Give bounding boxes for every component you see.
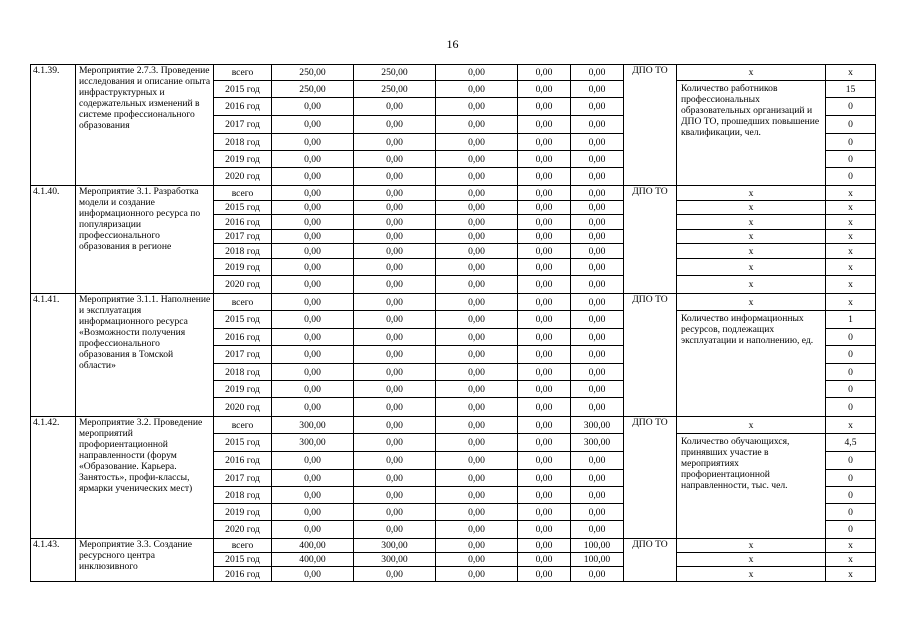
amount-local: 0,00 (518, 381, 571, 398)
target-value: 0 (826, 452, 876, 470)
period-cell: 2015 год (214, 553, 272, 567)
amount-regional: 0,00 (436, 98, 518, 116)
target-value: x (826, 567, 876, 582)
amount-federal: 0,00 (354, 294, 436, 311)
executor-cell: ДПО ТО (624, 186, 677, 294)
amount-regional: 0,00 (436, 186, 518, 201)
amount-federal: 0,00 (354, 329, 436, 346)
amount-extra: 0,00 (571, 329, 624, 346)
indicator-description: Количество информационных ресурсов, подлежащих эксплуатации и наполнению, ед. (677, 311, 826, 417)
amount-federal: 0,00 (354, 364, 436, 381)
target-value: x (826, 553, 876, 567)
amount-extra: 0,00 (571, 311, 624, 329)
table-row (31, 294, 876, 311)
amount-regional: 0,00 (436, 567, 518, 582)
period-cell: 2020 год (214, 276, 272, 294)
amount-extra: 0,00 (571, 398, 624, 417)
amount-extra: 0,00 (571, 65, 624, 81)
amount-regional: 0,00 (436, 417, 518, 434)
amount-local: 0,00 (518, 398, 571, 417)
period-cell: 2018 год (214, 134, 272, 151)
table-row (31, 417, 876, 434)
amount-regional: 0,00 (436, 215, 518, 230)
indicator-cell: x (677, 417, 826, 434)
amount-federal: 0,00 (354, 567, 436, 582)
target-value: x (826, 201, 876, 215)
amount-total: 0,00 (272, 398, 354, 417)
amount-local: 0,00 (518, 553, 571, 567)
amount-total: 0,00 (272, 346, 354, 364)
amount-total: 400,00 (272, 553, 354, 567)
amount-regional: 0,00 (436, 230, 518, 244)
amount-local: 0,00 (518, 567, 571, 582)
table-row (31, 186, 876, 201)
amount-local: 0,00 (518, 244, 571, 259)
executor-cell: ДПО ТО (624, 417, 677, 539)
table-row (31, 65, 876, 81)
amount-total: 0,00 (272, 364, 354, 381)
period-cell: всего (214, 186, 272, 201)
amount-regional: 0,00 (436, 276, 518, 294)
period-cell: всего (214, 294, 272, 311)
amount-total: 250,00 (272, 65, 354, 81)
target-value: 0 (826, 151, 876, 168)
indicator-description: Количество работников профессиональных образовательных организаций и ДПО ТО, прошедших повышение квалификации, чел. (677, 81, 826, 186)
target-value: x (826, 65, 876, 81)
amount-total: 300,00 (272, 434, 354, 452)
executor-cell: ДПО ТО (624, 65, 677, 186)
amount-extra: 0,00 (571, 346, 624, 364)
period-cell: 2015 год (214, 434, 272, 452)
amount-extra: 0,00 (571, 215, 624, 230)
indicator-cell: x (677, 201, 826, 215)
amount-local: 0,00 (518, 487, 571, 504)
amount-local: 0,00 (518, 470, 571, 487)
amount-federal: 0,00 (354, 398, 436, 417)
indicator-cell: x (677, 553, 826, 567)
amount-local: 0,00 (518, 434, 571, 452)
activity-name: Мероприятие 3.3. Создание ресурсного центра инклюзивного (76, 539, 214, 582)
target-value: x (826, 215, 876, 230)
period-cell: 2020 год (214, 168, 272, 186)
target-value: x (826, 186, 876, 201)
amount-total: 0,00 (272, 244, 354, 259)
amount-total: 0,00 (272, 487, 354, 504)
amount-local: 0,00 (518, 364, 571, 381)
amount-federal: 0,00 (354, 186, 436, 201)
amount-local: 0,00 (518, 201, 571, 215)
amount-local: 0,00 (518, 81, 571, 98)
amount-federal: 0,00 (354, 98, 436, 116)
amount-local: 0,00 (518, 259, 571, 276)
amount-local: 0,00 (518, 168, 571, 186)
target-value: x (826, 230, 876, 244)
amount-federal: 0,00 (354, 244, 436, 259)
amount-federal: 0,00 (354, 346, 436, 364)
amount-regional: 0,00 (436, 521, 518, 539)
amount-regional: 0,00 (436, 259, 518, 276)
period-cell: 2016 год (214, 452, 272, 470)
indicator-cell: x (677, 539, 826, 553)
period-cell: 2020 год (214, 398, 272, 417)
indicator-cell: x (677, 276, 826, 294)
target-value: 0 (826, 329, 876, 346)
amount-federal: 0,00 (354, 417, 436, 434)
table-row (31, 539, 876, 553)
amount-total: 0,00 (272, 311, 354, 329)
amount-local: 0,00 (518, 329, 571, 346)
target-value: x (826, 259, 876, 276)
activity-name: Мероприятие 3.1. Разработка модели и создание информационного ресурса по популяризации профессионального образования в регионе (76, 186, 214, 294)
period-cell: всего (214, 539, 272, 553)
amount-regional: 0,00 (436, 504, 518, 521)
amount-extra: 0,00 (571, 487, 624, 504)
amount-total: 0,00 (272, 168, 354, 186)
target-value: 0 (826, 168, 876, 186)
amount-total: 0,00 (272, 98, 354, 116)
amount-local: 0,00 (518, 151, 571, 168)
amount-extra: 0,00 (571, 230, 624, 244)
amount-total: 0,00 (272, 230, 354, 244)
amount-federal: 0,00 (354, 521, 436, 539)
amount-extra: 0,00 (571, 201, 624, 215)
amount-extra: 0,00 (571, 294, 624, 311)
amount-total: 400,00 (272, 539, 354, 553)
amount-total: 0,00 (272, 151, 354, 168)
target-value: 0 (826, 470, 876, 487)
target-value: x (826, 244, 876, 259)
amount-total: 0,00 (272, 259, 354, 276)
amount-extra: 0,00 (571, 452, 624, 470)
amount-federal: 0,00 (354, 151, 436, 168)
amount-regional: 0,00 (436, 470, 518, 487)
amount-local: 0,00 (518, 521, 571, 539)
activity-code: 4.1.43. (31, 539, 76, 582)
amount-total: 0,00 (272, 116, 354, 134)
amount-regional: 0,00 (436, 487, 518, 504)
period-cell: 2016 год (214, 567, 272, 582)
amount-local: 0,00 (518, 186, 571, 201)
amount-federal: 0,00 (354, 311, 436, 329)
amount-extra: 0,00 (571, 521, 624, 539)
amount-local: 0,00 (518, 346, 571, 364)
target-value: 0 (826, 487, 876, 504)
amount-extra: 0,00 (571, 134, 624, 151)
amount-federal: 300,00 (354, 539, 436, 553)
amount-federal: 0,00 (354, 504, 436, 521)
amount-local: 0,00 (518, 504, 571, 521)
period-cell: 2020 год (214, 521, 272, 539)
period-cell: 2017 год (214, 230, 272, 244)
indicator-cell: x (677, 567, 826, 582)
amount-federal: 0,00 (354, 134, 436, 151)
amount-regional: 0,00 (436, 244, 518, 259)
target-value: 0 (826, 134, 876, 151)
indicator-cell: x (677, 259, 826, 276)
amount-regional: 0,00 (436, 151, 518, 168)
target-value: x (826, 417, 876, 434)
amount-extra: 0,00 (571, 504, 624, 521)
period-cell: 2017 год (214, 116, 272, 134)
target-value: x (826, 276, 876, 294)
amount-regional: 0,00 (436, 81, 518, 98)
amount-total: 0,00 (272, 567, 354, 582)
amount-federal: 0,00 (354, 259, 436, 276)
amount-total: 0,00 (272, 329, 354, 346)
amount-regional: 0,00 (436, 381, 518, 398)
amount-total: 0,00 (272, 521, 354, 539)
amount-total: 300,00 (272, 417, 354, 434)
target-value: 0 (826, 116, 876, 134)
amount-extra: 100,00 (571, 539, 624, 553)
executor-cell: ДПО ТО (624, 294, 677, 417)
page-number: 16 (446, 37, 459, 51)
amount-regional: 0,00 (436, 346, 518, 364)
amount-federal: 300,00 (354, 553, 436, 567)
amount-total: 0,00 (272, 294, 354, 311)
amount-total: 0,00 (272, 452, 354, 470)
period-cell: 2015 год (214, 311, 272, 329)
activity-code: 4.1.41. (31, 294, 76, 417)
amount-regional: 0,00 (436, 65, 518, 81)
amount-regional: 0,00 (436, 134, 518, 151)
activity-name: Мероприятие 2.7.3. Проведение исследования и описание опыта инфраструктурных и содержательных изменений в системе профессионального образования (76, 65, 214, 186)
amount-local: 0,00 (518, 452, 571, 470)
indicator-cell: x (677, 186, 826, 201)
amount-regional: 0,00 (436, 434, 518, 452)
amount-federal: 250,00 (354, 81, 436, 98)
amount-total: 0,00 (272, 470, 354, 487)
target-value: 1 (826, 311, 876, 329)
executor-cell: ДПО ТО (624, 539, 677, 582)
period-cell: 2016 год (214, 329, 272, 346)
amount-extra: 0,00 (571, 259, 624, 276)
amount-extra: 0,00 (571, 116, 624, 134)
amount-federal: 0,00 (354, 487, 436, 504)
amount-extra: 0,00 (571, 81, 624, 98)
amount-extra: 300,00 (571, 417, 624, 434)
period-cell: 2015 год (214, 81, 272, 98)
period-cell: 2019 год (214, 259, 272, 276)
amount-federal: 0,00 (354, 116, 436, 134)
amount-extra: 100,00 (571, 553, 624, 567)
target-value: 15 (826, 81, 876, 98)
amount-regional: 0,00 (436, 452, 518, 470)
amount-total: 250,00 (272, 81, 354, 98)
amount-total: 0,00 (272, 186, 354, 201)
amount-regional: 0,00 (436, 294, 518, 311)
period-cell: 2019 год (214, 381, 272, 398)
target-value: x (826, 294, 876, 311)
target-value: 0 (826, 98, 876, 116)
amount-local: 0,00 (518, 539, 571, 553)
amount-federal: 0,00 (354, 434, 436, 452)
amount-extra: 300,00 (571, 434, 624, 452)
target-value: 0 (826, 521, 876, 539)
period-cell: 2018 год (214, 364, 272, 381)
amount-local: 0,00 (518, 276, 571, 294)
activity-code: 4.1.42. (31, 417, 76, 539)
target-value: 0 (826, 381, 876, 398)
amount-local: 0,00 (518, 311, 571, 329)
amount-regional: 0,00 (436, 311, 518, 329)
amount-extra: 0,00 (571, 276, 624, 294)
target-value: 0 (826, 346, 876, 364)
target-value: 0 (826, 398, 876, 417)
amount-regional: 0,00 (436, 116, 518, 134)
amount-federal: 0,00 (354, 381, 436, 398)
period-cell: 2017 год (214, 470, 272, 487)
amount-regional: 0,00 (436, 364, 518, 381)
amount-total: 0,00 (272, 381, 354, 398)
amount-federal: 0,00 (354, 201, 436, 215)
indicator-cell: x (677, 230, 826, 244)
amount-regional: 0,00 (436, 398, 518, 417)
period-cell: всего (214, 417, 272, 434)
indicator-cell: x (677, 294, 826, 311)
amount-regional: 0,00 (436, 553, 518, 567)
amount-federal: 0,00 (354, 168, 436, 186)
program-activities-table (30, 64, 876, 582)
amount-federal: 0,00 (354, 276, 436, 294)
amount-total: 0,00 (272, 215, 354, 230)
indicator-cell: x (677, 244, 826, 259)
amount-extra: 0,00 (571, 381, 624, 398)
amount-federal: 0,00 (354, 230, 436, 244)
target-value: 0 (826, 364, 876, 381)
period-cell: 2016 год (214, 215, 272, 230)
indicator-cell: x (677, 215, 826, 230)
period-cell: 2015 год (214, 201, 272, 215)
activity-name: Мероприятие 3.2. Проведение мероприятий профориентационной направленности (форум «Образование. Карьера. Занятость», профи-классы, ярмарки ученических мест) (76, 417, 214, 539)
amount-federal: 0,00 (354, 470, 436, 487)
amount-regional: 0,00 (436, 539, 518, 553)
amount-extra: 0,00 (571, 470, 624, 487)
period-cell: 2018 год (214, 244, 272, 259)
period-cell: 2017 год (214, 346, 272, 364)
amount-local: 0,00 (518, 230, 571, 244)
target-value: 0 (826, 504, 876, 521)
amount-federal: 250,00 (354, 65, 436, 81)
amount-regional: 0,00 (436, 329, 518, 346)
period-cell: всего (214, 65, 272, 81)
amount-federal: 0,00 (354, 452, 436, 470)
indicator-description: Количество обучающихся, принявших участие в мероприятиях профориентационной направленности, тыс. чел. (677, 434, 826, 539)
target-value: x (826, 539, 876, 553)
period-cell: 2018 год (214, 487, 272, 504)
amount-extra: 0,00 (571, 168, 624, 186)
period-cell: 2019 год (214, 504, 272, 521)
amount-total: 0,00 (272, 276, 354, 294)
amount-local: 0,00 (518, 215, 571, 230)
activity-code: 4.1.39. (31, 65, 76, 186)
amount-local: 0,00 (518, 134, 571, 151)
amount-local: 0,00 (518, 116, 571, 134)
amount-local: 0,00 (518, 294, 571, 311)
amount-extra: 0,00 (571, 151, 624, 168)
indicator-cell: x (677, 65, 826, 81)
amount-local: 0,00 (518, 98, 571, 116)
target-value: 4,5 (826, 434, 876, 452)
amount-regional: 0,00 (436, 201, 518, 215)
amount-federal: 0,00 (354, 215, 436, 230)
amount-extra: 0,00 (571, 364, 624, 381)
activity-name: Мероприятие 3.1.1. Наполнение и эксплуатация информационного ресурса «Возможности получения профессионального образования в Томской области» (76, 294, 214, 417)
amount-extra: 0,00 (571, 244, 624, 259)
amount-extra: 0,00 (571, 186, 624, 201)
period-cell: 2016 год (214, 98, 272, 116)
amount-total: 0,00 (272, 201, 354, 215)
amount-extra: 0,00 (571, 98, 624, 116)
amount-total: 0,00 (272, 504, 354, 521)
amount-total: 0,00 (272, 134, 354, 151)
amount-regional: 0,00 (436, 168, 518, 186)
amount-local: 0,00 (518, 417, 571, 434)
amount-local: 0,00 (518, 65, 571, 81)
activity-code: 4.1.40. (31, 186, 76, 294)
period-cell: 2019 год (214, 151, 272, 168)
amount-extra: 0,00 (571, 567, 624, 582)
